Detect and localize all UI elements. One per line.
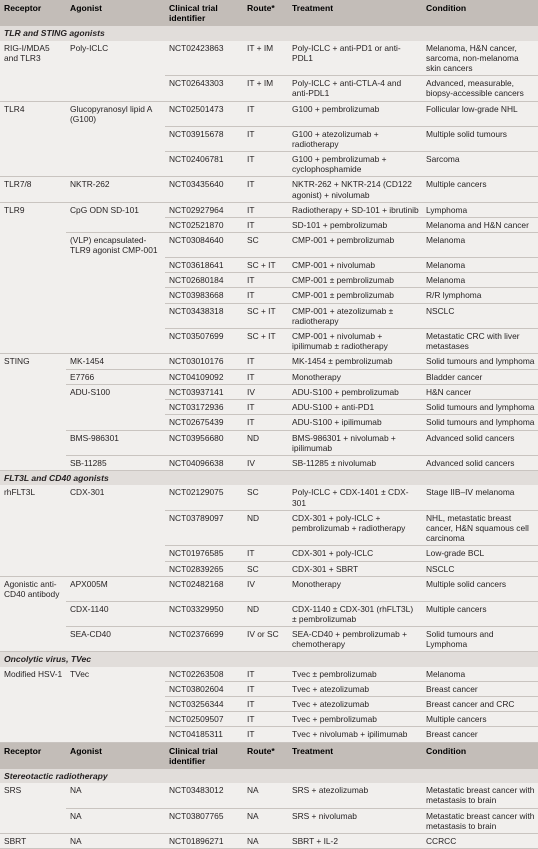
table-row	[0, 202, 538, 217]
treatment-cell: Monotherapy	[288, 369, 422, 384]
table-row	[0, 455, 538, 470]
receptor-cell	[0, 288, 66, 303]
route-cell: IT + IM	[243, 76, 288, 101]
route-cell: IT	[243, 177, 288, 202]
section-heading: TLR and STING agonists	[0, 26, 538, 40]
condition-cell: Metastatic breast cancer with metastasis to brain	[422, 783, 538, 808]
agonist-cell: SB-11285	[66, 455, 165, 470]
condition-cell: NHL, metastatic breast cancer, H&N squamous cell carcinoma	[422, 510, 538, 546]
receptor-cell	[0, 627, 66, 652]
treatment-cell: CMP-001 ± pembrolizumab	[288, 273, 422, 288]
table-row	[0, 627, 538, 652]
route-cell: IV or SC	[243, 627, 288, 652]
table-body	[0, 26, 538, 848]
route-cell: IT	[243, 217, 288, 232]
condition-cell: Advanced solid cancers	[422, 455, 538, 470]
route-cell: IT	[243, 288, 288, 303]
trial-id-cell: NCT03329950	[165, 601, 243, 626]
receptor-cell	[0, 697, 66, 712]
table-row	[0, 783, 538, 808]
route-cell: ND	[243, 510, 288, 546]
condition-cell: Metastatic breast cancer with metastasis to brain	[422, 808, 538, 833]
agonist-cell: Glucopyranosyl lipid A (G100)	[66, 101, 165, 126]
condition-cell: NSCLC	[422, 561, 538, 576]
table-row	[0, 681, 538, 696]
treatment-cell: CDX-301 + poly-ICLC + pembrolizumab + radiotherapy	[288, 510, 422, 546]
trial-id-cell: NCT04185311	[165, 727, 243, 742]
trial-id-cell: NCT03956680	[165, 430, 243, 455]
route-cell: IT	[243, 151, 288, 176]
treatment-cell: CMP-001 + pembrolizumab	[288, 233, 422, 258]
section-heading-row	[0, 26, 538, 40]
treatment-cell: G100 + atezolizumab + radiotherapy	[288, 126, 422, 151]
treatment-cell: SRS + nivolumab	[288, 808, 422, 833]
agonist-cell: (VLP) encapsulated-TLR9 agonist CMP-001	[66, 233, 165, 258]
agonist-cell	[66, 151, 165, 176]
condition-cell: Metastatic CRC with liver metastases	[422, 329, 538, 354]
header-treatment: Treatment	[288, 742, 422, 769]
treatment-cell: SB-11285 ± nivolumab	[288, 455, 422, 470]
trial-id-cell: NCT03802604	[165, 681, 243, 696]
trial-id-cell: NCT02129075	[165, 485, 243, 510]
section-heading-row	[0, 652, 538, 667]
table-row	[0, 601, 538, 626]
route-cell: IT	[243, 354, 288, 369]
route-cell: NA	[243, 808, 288, 833]
treatment-cell: ADU-S100 + pembrolizumab	[288, 384, 422, 399]
trial-id-cell: NCT02501473	[165, 101, 243, 126]
trial-id-cell: NCT02406781	[165, 151, 243, 176]
condition-cell: Low-grade BCL	[422, 546, 538, 561]
route-cell: IT	[243, 681, 288, 696]
trial-id-cell: NCT03937141	[165, 384, 243, 399]
receptor-cell	[0, 415, 66, 430]
treatment-cell: CMP-001 ± pembrolizumab	[288, 288, 422, 303]
agonist-cell: NA	[66, 783, 165, 808]
header-trial-id: Clinical trial identifier	[165, 0, 243, 26]
receptor-cell	[0, 400, 66, 415]
agonist-cell	[66, 126, 165, 151]
route-cell: IV	[243, 384, 288, 399]
receptor-cell	[0, 546, 66, 561]
treatment-cell: Tvec + pembrolizumab	[288, 712, 422, 727]
agonist-cell: CpG ODN SD-101	[66, 202, 165, 217]
condition-cell: Advanced, measurable, biopsy-accessible cancers	[422, 76, 538, 101]
condition-cell: H&N cancer	[422, 384, 538, 399]
trial-id-cell: NCT02521870	[165, 217, 243, 232]
route-cell: IT	[243, 369, 288, 384]
condition-cell: CCRCC	[422, 834, 538, 849]
header-condition: Condition	[422, 742, 538, 769]
treatment-cell: SD-101 + pembrolizumab	[288, 217, 422, 232]
route-cell: IT	[243, 101, 288, 126]
table-row	[0, 384, 538, 399]
trial-id-cell: NCT02643303	[165, 76, 243, 101]
treatment-cell: SRS + atezolizumab	[288, 783, 422, 808]
receptor-cell	[0, 273, 66, 288]
agonist-cell: TVec	[66, 667, 165, 682]
treatment-cell: BMS-986301 + nivolumab + ipilimumab	[288, 430, 422, 455]
agonist-cell	[66, 288, 165, 303]
condition-cell: Solid tumours and lymphoma	[422, 400, 538, 415]
table-row	[0, 151, 538, 176]
receptor-cell: SRS	[0, 783, 66, 808]
route-cell: IT	[243, 546, 288, 561]
receptor-cell	[0, 303, 66, 328]
receptor-cell	[0, 384, 66, 399]
route-cell: IT + IM	[243, 41, 288, 76]
treatment-cell: Poly-ICLC + CDX-1401 ± CDX-301	[288, 485, 422, 510]
treatment-cell: Tvec ± pembrolizumab	[288, 667, 422, 682]
receptor-cell	[0, 601, 66, 626]
agonist-cell: BMS-986301	[66, 430, 165, 455]
treatment-cell: CDX-301 + SBRT	[288, 561, 422, 576]
trial-id-cell: NCT03010176	[165, 354, 243, 369]
agonist-cell	[66, 329, 165, 354]
agonist-cell	[66, 258, 165, 273]
route-cell: SC	[243, 233, 288, 258]
trial-id-cell: NCT04096638	[165, 455, 243, 470]
receptor-cell	[0, 126, 66, 151]
condition-cell: Advanced solid cancers	[422, 430, 538, 455]
treatment-cell: CMP-001 + nivolumab	[288, 258, 422, 273]
treatment-cell: Poly-ICLC + anti-CTLA-4 and anti-PDL1	[288, 76, 422, 101]
section-heading-row	[0, 769, 538, 783]
table-row	[0, 101, 538, 126]
route-cell: IT	[243, 727, 288, 742]
route-cell: NA	[243, 834, 288, 849]
trial-id-cell: NCT02675439	[165, 415, 243, 430]
treatment-cell: NKTR-262 + NKTR-214 (CD122 agonist) + nivolumab	[288, 177, 422, 202]
treatment-cell: G100 + pembrolizumab + cyclophosphamide	[288, 151, 422, 176]
agonist-cell: APX005M	[66, 576, 165, 601]
route-cell: SC + IT	[243, 303, 288, 328]
agonist-cell: E7766	[66, 369, 165, 384]
table-row	[0, 430, 538, 455]
table-row	[0, 258, 538, 273]
treatment-cell: Monotherapy	[288, 576, 422, 601]
treatment-cell: G100 + pembrolizumab	[288, 101, 422, 126]
condition-cell: Solid tumours and Lymphoma	[422, 627, 538, 652]
agonist-cell: CDX-301	[66, 485, 165, 510]
condition-cell: Breast cancer and CRC	[422, 697, 538, 712]
agonist-cell: NA	[66, 808, 165, 833]
treatment-cell: CMP-001 + nivolumab + ipilimumab ± radiotherapy	[288, 329, 422, 354]
treatment-cell: Radiotherapy + SD-101 + ibrutinib	[288, 202, 422, 217]
agonist-cell: NA	[66, 834, 165, 849]
route-cell: IT	[243, 697, 288, 712]
condition-cell: Lymphoma	[422, 202, 538, 217]
receptor-cell: SBRT	[0, 834, 66, 849]
condition-cell: Multiple solid cancers	[422, 576, 538, 601]
agonist-cell	[66, 697, 165, 712]
trial-id-cell: NCT02927964	[165, 202, 243, 217]
repeated-header-row	[0, 742, 538, 769]
receptor-cell	[0, 151, 66, 176]
trial-id-cell: NCT02263508	[165, 667, 243, 682]
header-condition: Condition	[422, 0, 538, 26]
condition-cell: Multiple solid tumours	[422, 126, 538, 151]
trial-id-cell: NCT02839265	[165, 561, 243, 576]
receptor-cell	[0, 727, 66, 742]
receptor-cell: TLR7/8	[0, 177, 66, 202]
table-row	[0, 485, 538, 510]
receptor-cell	[0, 217, 66, 232]
route-cell: ND	[243, 601, 288, 626]
section-heading: Stereotactic radiotherapy	[0, 769, 538, 783]
receptor-cell	[0, 681, 66, 696]
header-route: Route*	[243, 0, 288, 26]
header-agonist: Agonist	[66, 0, 165, 26]
condition-cell: Breast cancer	[422, 727, 538, 742]
agonist-cell	[66, 400, 165, 415]
condition-cell: Melanoma	[422, 258, 538, 273]
route-cell: IT	[243, 667, 288, 682]
route-cell: SC + IT	[243, 258, 288, 273]
treatment-cell: MK-1454 ± pembrolizumab	[288, 354, 422, 369]
condition-cell: Breast cancer	[422, 681, 538, 696]
receptor-cell	[0, 430, 66, 455]
table-row	[0, 76, 538, 101]
table-row	[0, 288, 538, 303]
trial-id-cell: NCT03483012	[165, 783, 243, 808]
condition-cell: Multiple cancers	[422, 177, 538, 202]
section-heading: Oncolytic virus, TVec	[0, 652, 538, 667]
condition-cell: Multiple cancers	[422, 712, 538, 727]
condition-cell: Sarcoma	[422, 151, 538, 176]
treatment-cell: SBRT + IL-2	[288, 834, 422, 849]
route-cell: IT	[243, 202, 288, 217]
route-cell: IT	[243, 712, 288, 727]
condition-cell: Melanoma and H&N cancer	[422, 217, 538, 232]
receptor-cell	[0, 258, 66, 273]
trial-id-cell: NCT03084640	[165, 233, 243, 258]
table-row	[0, 233, 538, 258]
table-row	[0, 561, 538, 576]
agonist-cell	[66, 510, 165, 546]
agonist-cell	[66, 415, 165, 430]
trial-id-cell: NCT03983668	[165, 288, 243, 303]
treatment-cell: Tvec + atezolizumab	[288, 697, 422, 712]
agonist-cell	[66, 681, 165, 696]
receptor-cell: rhFLT3L	[0, 485, 66, 510]
table-row	[0, 727, 538, 742]
route-cell: IT	[243, 400, 288, 415]
treatment-cell: ADU-S100 + anti-PD1	[288, 400, 422, 415]
table-row	[0, 576, 538, 601]
table-row	[0, 712, 538, 727]
trial-id-cell: NCT02376699	[165, 627, 243, 652]
agonist-cell	[66, 217, 165, 232]
condition-cell: Melanoma	[422, 233, 538, 258]
table-row	[0, 546, 538, 561]
agonist-cell: ADU-S100	[66, 384, 165, 399]
receptor-cell	[0, 561, 66, 576]
table-row	[0, 217, 538, 232]
table-row	[0, 303, 538, 328]
agonist-cell: MK-1454	[66, 354, 165, 369]
table-row	[0, 354, 538, 369]
table-row	[0, 415, 538, 430]
table-row	[0, 273, 538, 288]
treatment-cell: SEA-CD40 + pembrolizumab + chemotherapy	[288, 627, 422, 652]
receptor-cell	[0, 455, 66, 470]
receptor-cell	[0, 76, 66, 101]
treatment-cell: CDX-301 + poly-ICLC	[288, 546, 422, 561]
route-cell: IV	[243, 576, 288, 601]
agonist-cell: Poly-ICLC	[66, 41, 165, 76]
trial-id-cell: NCT03172936	[165, 400, 243, 415]
section-heading: FLT3L and CD40 agonists	[0, 471, 538, 486]
table-row	[0, 808, 538, 833]
route-cell: IT	[243, 126, 288, 151]
table-row	[0, 667, 538, 682]
table-row	[0, 510, 538, 546]
condition-cell: Multiple cancers	[422, 601, 538, 626]
table-row	[0, 177, 538, 202]
table-row	[0, 369, 538, 384]
condition-cell: Melanoma, H&N cancer, sarcoma, non-melanoma skin cancers	[422, 41, 538, 76]
agonist-cell: SEA-CD40	[66, 627, 165, 652]
receptor-cell	[0, 808, 66, 833]
condition-cell: R/R lymphoma	[422, 288, 538, 303]
agonist-cell	[66, 76, 165, 101]
treatment-cell: CMP-001 + atezolizumab ± radiotherapy	[288, 303, 422, 328]
table-row	[0, 697, 538, 712]
agonist-cell	[66, 303, 165, 328]
condition-cell: Melanoma	[422, 667, 538, 682]
receptor-cell	[0, 369, 66, 384]
condition-cell: NSCLC	[422, 303, 538, 328]
table-row	[0, 329, 538, 354]
route-cell: ND	[243, 430, 288, 455]
trial-id-cell: NCT03915678	[165, 126, 243, 151]
condition-cell: Bladder cancer	[422, 369, 538, 384]
trial-id-cell: NCT03618641	[165, 258, 243, 273]
receptor-cell	[0, 233, 66, 258]
condition-cell: Melanoma	[422, 273, 538, 288]
route-cell: IT	[243, 273, 288, 288]
agonist-cell	[66, 727, 165, 742]
trial-id-cell: NCT01896271	[165, 834, 243, 849]
receptor-cell: Agonistic anti-CD40 antibody	[0, 576, 66, 601]
agonist-cell: CDX-1140	[66, 601, 165, 626]
receptor-cell: Modified HSV-1	[0, 667, 66, 682]
agonist-cell	[66, 561, 165, 576]
treatment-cell: CDX-1140 ± CDX-301 (rhFLT3L) ± pembrolizumab	[288, 601, 422, 626]
receptor-cell: TLR9	[0, 202, 66, 217]
route-cell: IV	[243, 455, 288, 470]
table-row	[0, 834, 538, 849]
trial-id-cell: NCT02423863	[165, 41, 243, 76]
table-row	[0, 400, 538, 415]
header-agonist: Agonist	[66, 742, 165, 769]
agonist-cell	[66, 273, 165, 288]
route-cell: NA	[243, 783, 288, 808]
header-trial-id: Clinical trial identifier	[165, 742, 243, 769]
header-treatment: Treatment	[288, 0, 422, 26]
receptor-cell: TLR4	[0, 101, 66, 126]
treatment-cell: Poly-ICLC + anti-PD1 or anti-PDL1	[288, 41, 422, 76]
treatment-cell: Tvec + atezolizumab	[288, 681, 422, 696]
treatment-cell: ADU-S100 + ipilimumab	[288, 415, 422, 430]
header-route: Route*	[243, 742, 288, 769]
trial-id-cell: NCT02680184	[165, 273, 243, 288]
route-cell: IT	[243, 415, 288, 430]
trial-id-cell: NCT03807765	[165, 808, 243, 833]
treatment-cell: Tvec + nivolumab + ipilimumab	[288, 727, 422, 742]
receptor-cell	[0, 712, 66, 727]
condition-cell: Stage IIB–IV melanoma	[422, 485, 538, 510]
trial-id-cell: NCT04109092	[165, 369, 243, 384]
header-row	[0, 0, 538, 26]
condition-cell: Solid tumours and lymphoma	[422, 354, 538, 369]
trial-id-cell: NCT02509507	[165, 712, 243, 727]
receptor-cell: RIG-I/MDA5 and TLR3	[0, 41, 66, 76]
route-cell: SC	[243, 561, 288, 576]
trial-id-cell: NCT03507699	[165, 329, 243, 354]
trial-id-cell: NCT01976585	[165, 546, 243, 561]
agonist-cell: NKTR-262	[66, 177, 165, 202]
receptor-cell: STING	[0, 354, 66, 369]
condition-cell: Solid tumours and lymphoma	[422, 415, 538, 430]
table-row	[0, 41, 538, 76]
route-cell: SC	[243, 485, 288, 510]
trial-id-cell: NCT02482168	[165, 576, 243, 601]
condition-cell: Follicular low-grade NHL	[422, 101, 538, 126]
trial-id-cell: NCT03435640	[165, 177, 243, 202]
route-cell: SC + IT	[243, 329, 288, 354]
trial-id-cell: NCT03438318	[165, 303, 243, 328]
receptor-cell	[0, 510, 66, 546]
agonist-cell	[66, 712, 165, 727]
receptor-cell	[0, 329, 66, 354]
section-heading-row	[0, 471, 538, 486]
table-row	[0, 126, 538, 151]
header-receptor: Receptor	[0, 742, 66, 769]
header-receptor: Receptor	[0, 0, 66, 26]
trial-id-cell: NCT03256344	[165, 697, 243, 712]
agonist-cell	[66, 546, 165, 561]
trial-id-cell: NCT03789097	[165, 510, 243, 546]
